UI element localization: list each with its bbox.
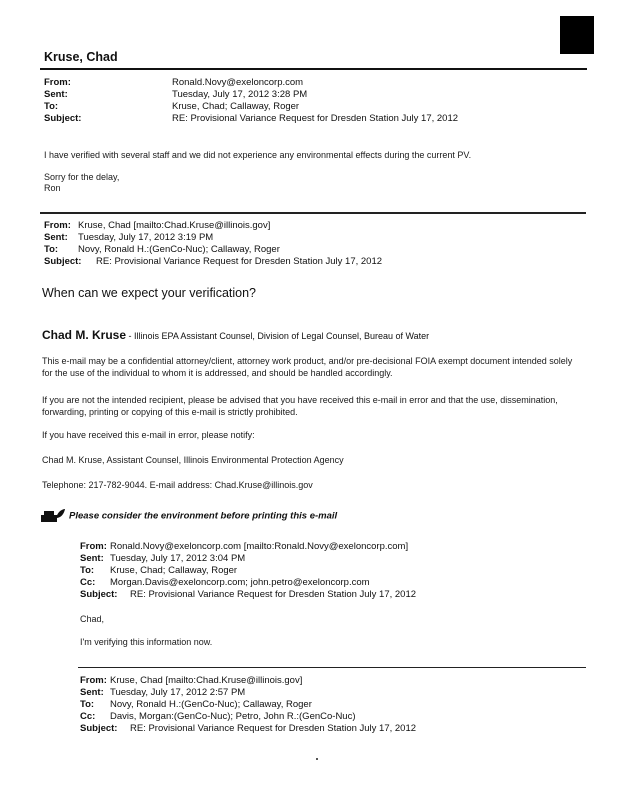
separator-rule [78,667,586,668]
email1-signoff: Ron [44,183,61,193]
from-label: From: [44,77,71,88]
email3-greeting: Chad, [80,614,105,624]
from-label: From: [44,220,71,231]
email4-subject: RE: Provisional Variance Request for Dresden Station July 17, 2012 [130,723,417,734]
signature-title: - Illinois EPA Assistant Counsel, Division of Legal Counsel, Bureau of Water [126,331,430,341]
phone-email-line: Telephone: 217-782-9044. E-mail address: Chad.Kruse@illinois.gov [42,480,313,490]
email3-to: Kruse, Chad; Callaway, Roger [110,565,238,576]
scan-speck [316,758,318,760]
email4-sent: Tuesday, July 17, 2012 2:57 PM [110,687,246,698]
notify-text: If you have received this e-mail in error, please notify: [42,430,255,440]
email1-sent: Tuesday, July 17, 2012 3:28 PM [172,89,308,100]
email3-from: Ronald.Novy@exeloncorp.com [mailto:Ronald.Novy@exeloncorp.com] [110,541,409,552]
email1-body: I have verified with several staff and we did not experience any environmental effects during the current PV. [44,150,472,160]
email2-question: When can we expect your verification? [42,286,256,300]
unintended-recipient-notice: If you are not the intended recipient, please be advised that you have received this e-mail in error and that the use, dissemination, forwarding, printing or copying of this e-mail is strictly prohibited. [42,395,558,417]
email2-to: Novy, Ronald H.:(GenCo-Nuc); Callaway, Roger [78,244,280,255]
email2-from: Kruse, Chad [mailto:Chad.Kruse@illinois.gov] [78,220,271,231]
to-label: To: [44,244,59,255]
printer-leaf-icon [40,508,66,524]
email4-from: Kruse, Chad [mailto:Chad.Kruse@illinois.gov] [110,675,303,686]
header-rule [40,68,587,70]
email1-to: Kruse, Chad; Callaway, Roger [172,101,300,112]
email1-from: Ronald.Novy@exeloncorp.com [172,77,304,88]
sender-name: Kruse, Chad [44,50,118,64]
email4-cc: Davis, Morgan:(GenCo-Nuc); Petro, John R.:(GenCo-Nuc) [110,711,356,722]
from-label: From: [80,541,107,552]
separator-rule [40,212,586,214]
sent-label: Sent: [80,553,104,564]
sent-label: Sent: [44,89,68,100]
from-label: From: [80,675,107,686]
subject-label: Subject: [44,113,82,124]
signature-name: Chad M. Kruse [42,328,127,342]
email2-sent: Tuesday, July 17, 2012 3:19 PM [78,232,214,243]
environment-notice [40,508,337,524]
redaction-box [560,16,594,54]
cc-label: Cc: [80,577,96,588]
subject-label: Subject: [80,589,118,600]
signature-line [42,326,429,344]
email3-subject: RE: Provisional Variance Request for Dresden Station July 17, 2012 [130,589,417,600]
to-label: To: [80,565,95,576]
subject-label: Subject: [80,723,118,734]
email1-closing: Sorry for the delay, [44,172,120,182]
to-label: To: [44,101,59,112]
sent-label: Sent: [80,687,104,698]
sent-label: Sent: [44,232,68,243]
email1-subject: RE: Provisional Variance Request for Dresden Station July 17, 2012 [172,113,459,124]
email3-sent: Tuesday, July 17, 2012 3:04 PM [110,553,246,564]
email3-body: I'm verifying this information now. [80,637,213,647]
cc-label: Cc: [80,711,96,722]
email3-cc: Morgan.Davis@exeloncorp.com; john.petro@exeloncorp.com [110,577,370,588]
to-label: To: [80,699,95,710]
email2-subject: RE: Provisional Variance Request for Dresden Station July 17, 2012 [96,256,383,267]
environment-notice-text: Please consider the environment before printing this e-mail [69,510,338,522]
confidentiality-notice: This e-mail may be a confidential attorney/client, attorney work product, and/or pre-decisional FOIA exempt document intended solely for the use of the individual to whom it is addressed, and should be handled accordingly. [42,356,573,378]
email4-to: Novy, Ronald H.:(GenCo-Nuc); Callaway, Roger [110,699,312,710]
contact-line: Chad M. Kruse, Assistant Counsel, Illinois Environmental Protection Agency [42,455,344,465]
subject-label: Subject: [44,256,82,267]
